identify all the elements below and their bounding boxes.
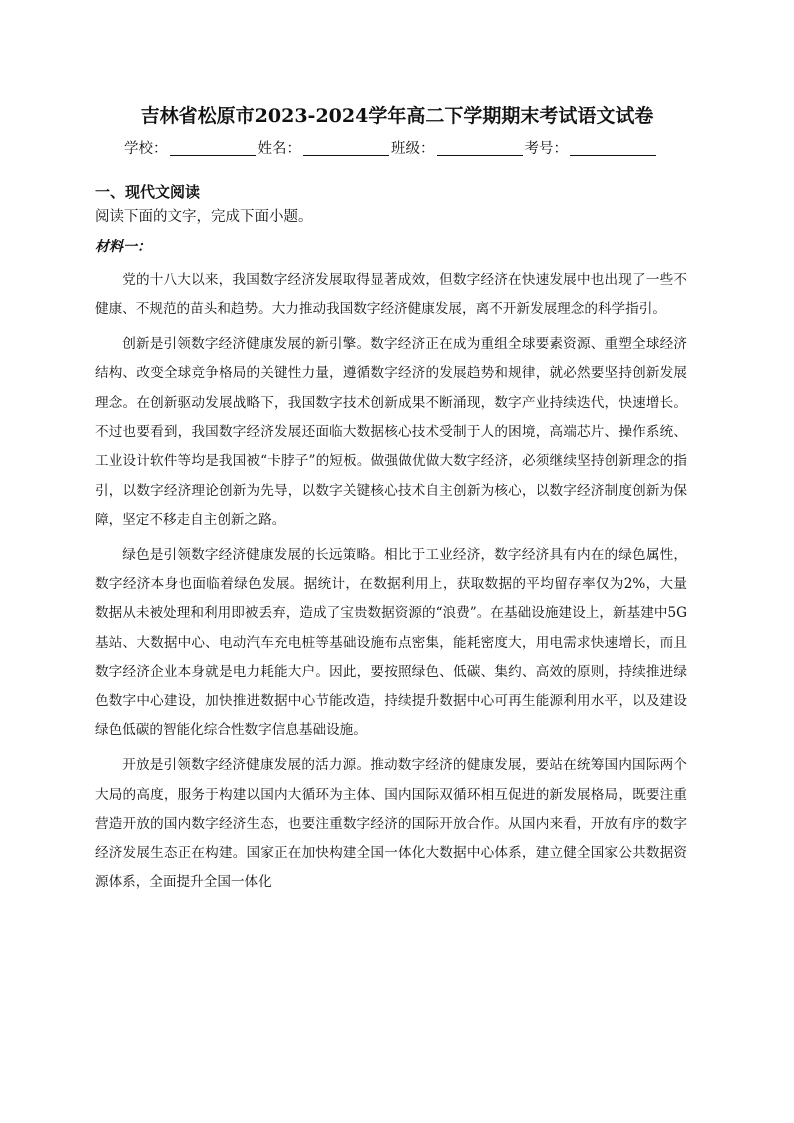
material-label: 材料一： xyxy=(95,239,151,255)
passage-paragraph: 创新是引领数字经济健康发展的新引擎。数字经济正在成为重组全球要素资源、重塑全球经济结构、改变全球竞争格局的关键性力量，遵循数字经济的发展趋势和规律，就必然要坚持创新发展理念。在创新驱动发展战略下，我国数字技术创新成果不断涌现，数字产业持续迭代，快速增长。不过也要看到，我国数字经济发展还面临大数据核心技术受制于人的困境，高端芯片、操作系统、工业设计软件等均是我国被“卡脖子”的短板。做强做优做大数字经济，必须继续坚持创新理念的指引，以数字经济理论创新为先导，以数字关键核心技术自主创新为核心，以数字经济制度创新为保障，坚定不移走自主创新之路。 xyxy=(95,336,687,528)
class-blank[interactable] xyxy=(437,154,523,156)
school-blank[interactable] xyxy=(170,154,256,156)
student-info-row xyxy=(124,136,658,158)
passage-paragraph: 开放是引领数字经济健康发展的活力源。推动数字经济的健康发展，要站在统筹国内国际两个大局的高度，服务于构建以国内大循环为主体、国内国际双循环相互促进的新发展格局，既要注重营造开放的国内数字经济生态，也要注重数字经济的国际开放合作。从国内来看，开放有序的数字经济发展生态正在构建。国家正在加快构建全国一体化大数据中心体系，建立健全国家公共数据资源体系，全面提升全国一体化 xyxy=(95,757,687,891)
exam-title: 吉林省松原市2023-2024学年高二下学期期末考试语文试卷 xyxy=(140,105,654,127)
exam-number-label: 考号： xyxy=(524,141,568,157)
passage-paragraph: 党的十八大以来，我国数字经济发展取得显著成效，但数字经济在快速发展中也出现了一些不健康、不规范的苗头和趋势。大力推动我国数字经济健康发展，离不开新发展理念的科学指引。 xyxy=(95,272,687,318)
exam-number-blank[interactable] xyxy=(570,154,656,156)
class-label: 班级： xyxy=(391,141,435,157)
passage-paragraph: 绿色是引领数字经济健康发展的长远策略。相比于工业经济，数字经济具有内在的绿色属性，数字经济本身也面临着绿色发展。据统计，在数据利用上，获取数据的平均留存率仅为2%，大量数据从未被处理和利用即被丢弃，造成了宝贵数据资源的“浪费”。在基础设施建设上，新基建中5G基站、大数据中心、电动汽车充电桩等基础设施布点密集，能耗密度大，用电需求快速增长，而且数字经济企业本身就是电力耗能大户。因此，要按照绿色、低碳、集约、高效的原则，持续推进绿色数字中心建设，加快推进数据中心节能改造，持续提升数据中心可再生能源利用水平，以及建设绿色低碳的智能化综合性数字信息基础设施。 xyxy=(95,546,687,739)
name-blank[interactable] xyxy=(303,154,389,156)
section-heading: 一、现代文阅读 xyxy=(95,183,201,201)
school-label: 学校： xyxy=(124,141,168,157)
reading-passage xyxy=(95,266,687,903)
reading-instruction: 阅读下面的文字，完成下面小题。 xyxy=(95,209,313,225)
name-label: 姓名： xyxy=(257,141,301,157)
